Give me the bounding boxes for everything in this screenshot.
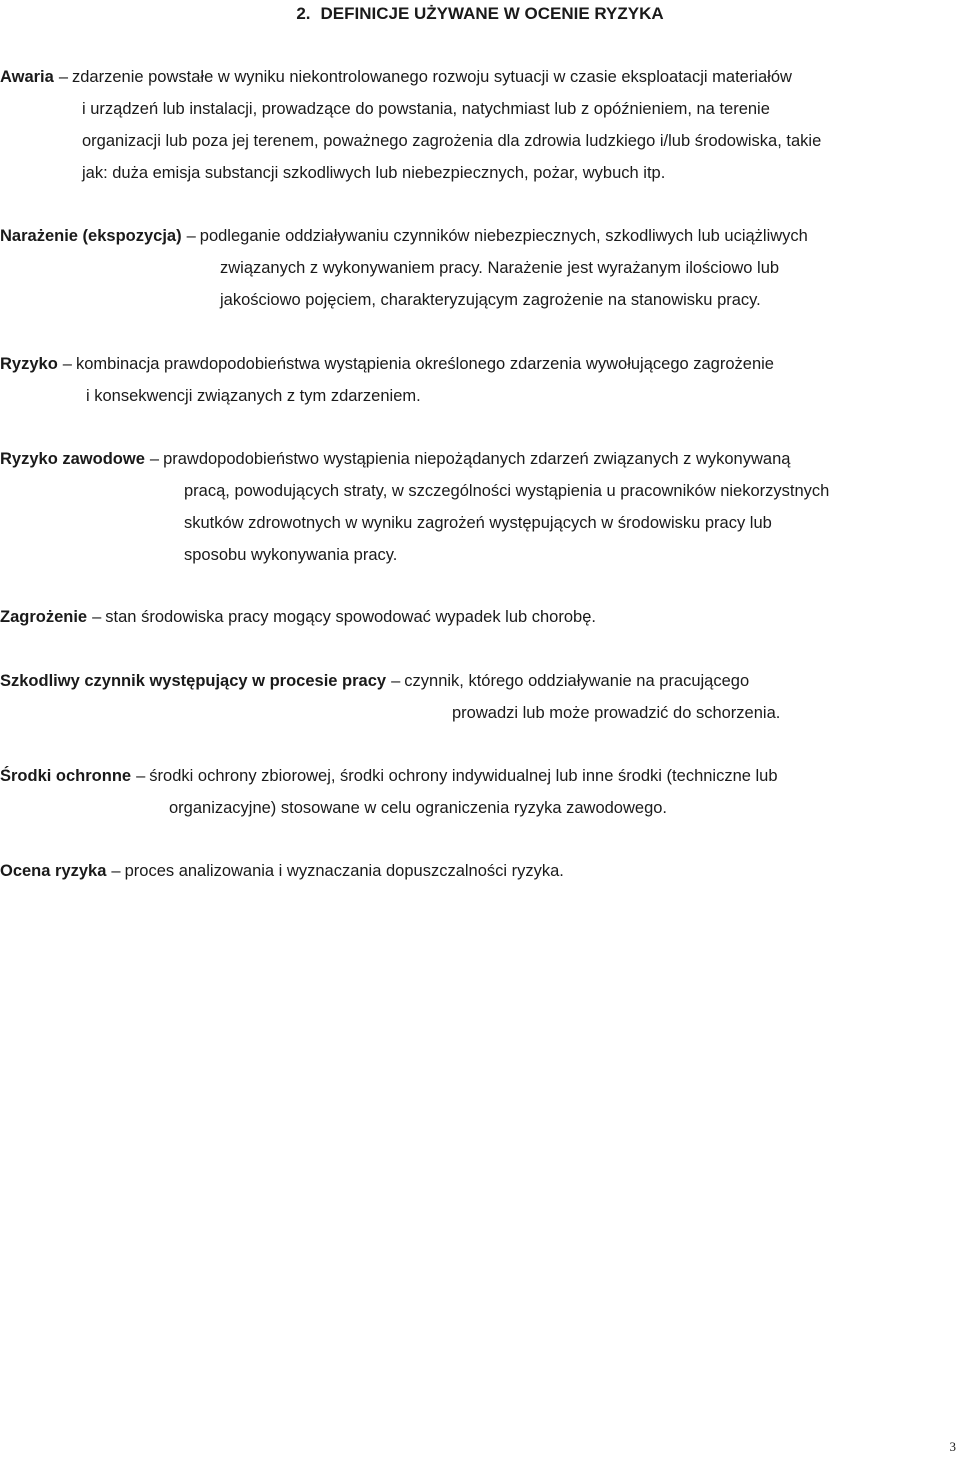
page-number: 3 [949, 1439, 956, 1454]
definition-continuation-line: pracą, powodujących straty, w szczególności wystąpienia u pracowników niekorzystnych [184, 482, 830, 500]
definition-continuation-line: organizacyjne) stosowane w celu ograniczenia ryzyka zawodowego. [169, 799, 668, 817]
definition-entry [0, 855, 960, 887]
definition-text: kombinacja prawdopodobieństwa wystąpienia określonego zdarzenia wywołującego zagrożenie [75, 355, 774, 373]
definition-text: środki ochrony zbiorowej, środki ochrony indywidualnej lub inne środki (techniczne lub [149, 767, 778, 785]
definition-dash: – [111, 862, 121, 880]
definition-continuation-line: i urządzeń lub instalacji, prowadzące do powstania, natychmiast lub z opóźnieniem, na terenie [82, 100, 770, 118]
definition-term: Zagrożenie [0, 608, 88, 626]
definition-term: Ryzyko zawodowe [0, 450, 145, 468]
definition-dash: – [136, 767, 146, 785]
definition-entry [0, 220, 960, 316]
definition-continuation-line: sposobu wykonywania pracy. [184, 546, 398, 564]
definition-continuation-line: organizacji lub poza jej terenem, poważnego zagrożenia dla zdrowia ludzkiego i/lub środowiska, takie [82, 132, 822, 150]
definition-continuation-line: prowadzi lub może prowadzić do schorzenia. [452, 704, 781, 722]
definition-first-line [0, 855, 960, 887]
definition-term: Środki ochronne [0, 767, 132, 785]
definition-first-line [0, 443, 960, 475]
definition-continuation-line: jakościowo pojęciem, charakteryzującym zagrożenie na stanowisku pracy. [220, 291, 761, 309]
definition-text: zdarzenie powstałe w wyniku niekontrolowanego rozwoju sytuacji w czasie eksploatacji materiałów [72, 68, 792, 86]
definition-entry [0, 601, 960, 633]
definition-continuation-line: skutków zdrowotnych w wyniku zagrożeń występujących w środowisku pracy lub [184, 514, 772, 532]
section-title-text: DEFINICJE UŻYWANE W OCENIE RYZYKA [320, 4, 664, 23]
definition-first-line [0, 665, 960, 697]
definition-term: Szkodliwy czynnik występujący w procesie pracy [0, 672, 387, 690]
definition-first-line [0, 601, 960, 633]
definition-dash: – [391, 672, 401, 690]
definition-dash: – [149, 450, 160, 468]
definition-term: Ocena ryzyka [0, 862, 107, 880]
definition-entry [0, 61, 960, 189]
definition-text: proces analizowania i wyznaczania dopuszczalności ryzyka. [124, 862, 564, 880]
definition-continuation-line: jak: duża emisja substancji szkodliwych lub niebezpiecznych, pożar, wybuch itp. [82, 164, 666, 182]
definition-first-line [0, 61, 960, 93]
section-title [0, 2, 960, 26]
definition-text: stan środowiska pracy mogący spowodować wypadek lub chorobę. [105, 608, 596, 626]
definition-continuation-line: związanych z wykonywaniem pracy. Narażenie jest wyrażanym ilościowo lub [220, 259, 780, 277]
definition-dash: – [186, 227, 196, 245]
definition-term: Narażenie (ekspozycja) [0, 227, 182, 245]
definition-dash: – [58, 68, 68, 86]
definition-text: prawdopodobieństwo wystąpienia niepożądanych zdarzeń związanych z wykonywaną [163, 450, 791, 468]
definition-dash: – [62, 355, 72, 373]
definition-entry [0, 348, 960, 412]
definition-term: Awaria [0, 68, 54, 86]
definition-first-line [0, 220, 960, 252]
definition-first-line [0, 760, 960, 792]
definition-first-line [0, 348, 960, 380]
definition-term: Ryzyko [0, 355, 58, 373]
definition-text: podleganie oddziaływaniu czynników niebezpiecznych, szkodliwych lub uciążliwych [199, 227, 808, 245]
definition-entry [0, 443, 960, 571]
definition-dash: – [92, 608, 102, 626]
definition-text: czynnik, którego oddziaływanie na pracującego [404, 672, 750, 690]
definition-entry [0, 665, 960, 729]
definition-entry [0, 760, 960, 824]
definition-continuation-line: i konsekwencji związanych z tym zdarzeniem. [86, 387, 421, 405]
section-number: 2. [296, 4, 311, 23]
